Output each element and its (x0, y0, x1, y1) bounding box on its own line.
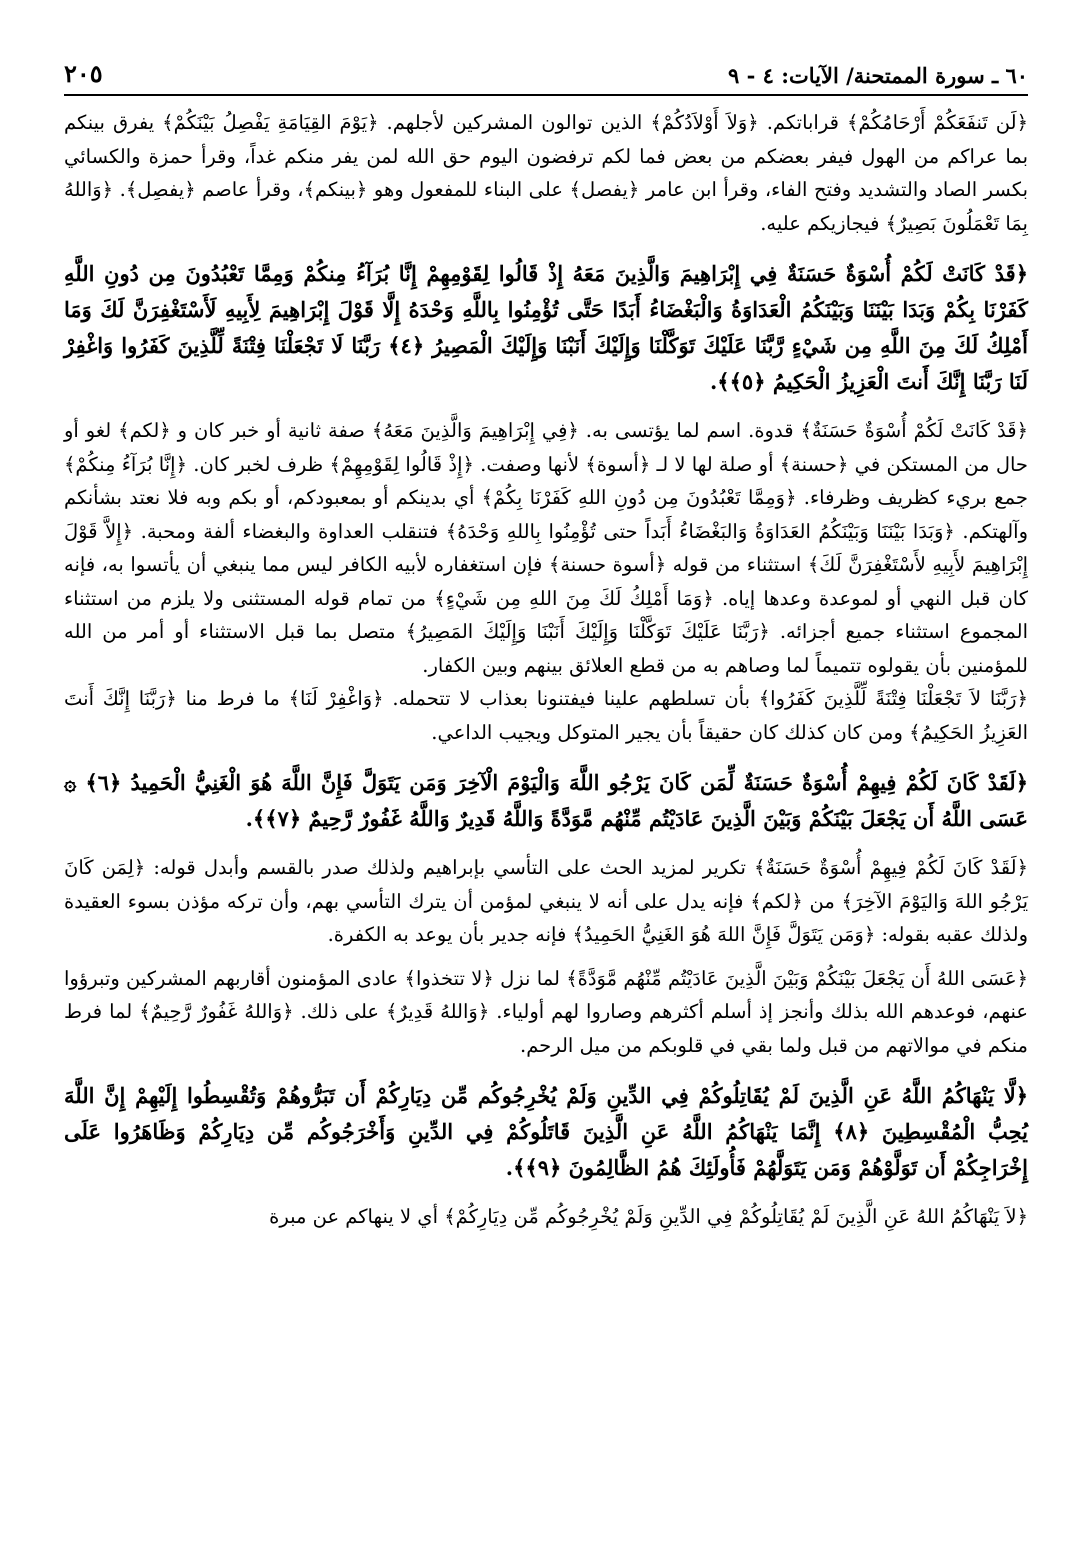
commentary-paragraph: ﴿قَدْ كَانَتْ لَكُمْ أُسْوَةٌ حَسَنَةٌ﴾ قدوة. اسم لما يؤتسى به. ﴿فِي إِبْرَاهِيمَ وَالَّذِينَ مَعَهُ﴾ صفة ثانية أو خبر كان و ﴿لكم﴾ لغو أو حال من المستكن في ﴿حسنة﴾ أو صلة لها لا لـ ﴿أسوة﴾ لأنها وصفت. ﴿إِذْ قَالُوا لِقَوْمِهِمْ﴾ ظرف لخبر كان. ﴿إِنَّا بُرَآءُ مِنكُمْ﴾ جمع بريء كظريف وظرفاء. ﴿وَمِمَّا تَعْبُدُونَ مِن دُونِ اللهِ كَفَرْنَا بِكُمْ﴾ أي بدينكم أو بمعبودكم، أو بكم وبه فلا نعتد بشأنكم وآلهتكم. ﴿وَبَدَا بَيْنَنَا وَبَيْنَكُمُ العَدَاوَةُ وَالبَغْضَاءُ أَبَداً حتى تُؤْمِنُوا بِاللهِ وَحْدَهُ﴾ فتنقلب العداوة والبغضاء ألفة ومحبة. ﴿إِلاَّ قَوْلَ إِبْرَاهِيمَ لأَبِيهِ لأَسْتَغْفِرَنَّ لَكَ﴾ استثناء من قوله ﴿أسوة حسنة﴾ فإن استغفاره لأبيه الكافر ليس مما ينبغي أن يأتسوا به، فإنه كان قبل النهي أو لموعدة وعدها إياه. ﴿وَمَا أَمْلِكُ لَكَ مِنَ اللهِ مِن شَيْءٍ﴾ من تمام قوله المستثنى ولا يلزم من استثناء المجموع استثناء جميع أجزائه. ﴿رَبَّنَا عَلَيْكَ تَوَكَّلْنَا وَإِلَيْكَ أَنَبْنَا وَإِلَيْكَ المَصِيرُ﴾ متصل بما قبل الاستثناء أو أمر من الله للمؤمنين بأن يقولوه تتميماً لما وصاهم به من قطع العلائق بينهم وبين الكفار. (64, 419, 1028, 677)
header-rule (64, 94, 1028, 96)
verse-block: ﴿لَقَدْ كَانَ لَكُمْ فِيهِمْ أُسْوَةٌ حَسَنَةٌ لِّمَن كَانَ يَرْجُو اللَّهَ وَالْيَوْمَ الْآخِرَ وَمَن يَتَوَلَّ فَإِنَّ اللَّهَ هُوَ الْغَنِيُّ الْحَمِيدُ ﴿٦﴾ ۞ عَسَى اللَّهُ أَن يَجْعَلَ بَيْنَكُمْ وَبَيْنَ الَّذِينَ عَادَيْتُم مِّنْهُم مَّوَدَّةً وَاللَّهُ قَدِيرٌ وَاللَّهُ غَفُورٌ رَّحِيمٌ ﴿٧﴾﴾. (64, 770, 1028, 831)
surah-title: ٦٠ ـ سورة الممتحنة/ الآيات: ٤ - ٩ (727, 63, 1028, 88)
commentary-paragraph: ﴿عَسَى اللهُ أَن يَجْعَلَ بَيْنَكُمْ وَبَيْنَ الَّذِينَ عَادَيْتُم مِّنْهُم مَّوَدَّةً﴾ لما نزل ﴿لا تتخذوا﴾ عادى المؤمنون أقاربهم المشركين وتبرؤوا عنهم، فوعدهم الله بذلك وأنجز إذ أسلم أكثرهم وصاروا لهم أولياء. ﴿وَاللهُ قَدِيرٌ﴾ على ذلك. ﴿وَاللهُ غَفُورٌ رَّحِيمٌ﴾ لما فرط منكم في موالاتهم من قبل ولما بقي في قلوبكم من ميل الرحم. (64, 966, 1028, 1057)
verse-block: ﴿قَدْ كَانَتْ لَكُمْ أُسْوَةٌ حَسَنَةٌ فِي إِبْرَاهِيمَ وَالَّذِينَ مَعَهُ إِذْ قَالُوا لِقَوْمِهِمْ إِنَّا بُرَآءُ مِنكُمْ وَمِمَّا تَعْبُدُونَ مِن دُونِ اللَّهِ كَفَرْنَا بِكُمْ وَبَدَا بَيْنَنَا وَبَيْنَكُمُ الْعَدَاوَةُ وَالْبَغْضَاءُ أَبَدًا حَتَّى تُؤْمِنُوا بِاللَّهِ وَحْدَهُ إِلَّا قَوْلَ إِبْرَاهِيمَ لِأَبِيهِ لَأَسْتَغْفِرَنَّ لَكَ وَمَا أَمْلِكُ لَكَ مِنَ اللَّهِ مِن شَيْءٍ رَّبَّنَا عَلَيْكَ تَوَكَّلْنَا وَإِلَيْكَ أَنَبْنَا وَإِلَيْكَ الْمَصِيرُ ﴿٤﴾ رَبَّنَا لَا تَجْعَلْنَا فِتْنَةً لِّلَّذِينَ كَفَرُوا وَاغْفِرْ لَنَا رَبَّنَا إِنَّكَ أَنتَ الْعَزِيزُ الْحَكِيمُ ﴿٥﴾﴾. (64, 261, 1028, 394)
verse-block: ﴿لَّا يَنْهَاكُمُ اللَّهُ عَنِ الَّذِينَ لَمْ يُقَاتِلُوكُمْ فِي الدِّينِ وَلَمْ يُخْرِجُوكُم مِّن دِيَارِكُمْ أَن تَبَرُّوهُمْ وَتُقْسِطُوا إِلَيْهِمْ إِنَّ اللَّهَ يُحِبُّ الْمُقْسِطِينَ ﴿٨﴾ إِنَّمَا يَنْهَاكُمُ اللَّهُ عَنِ الَّذِينَ قَاتَلُوكُمْ فِي الدِّينِ وَأَخْرَجُوكُم مِّن دِيَارِكُمْ وَظَاهَرُوا عَلَى إِخْرَاجِكُمْ أَن تَوَلَّوْهُمْ وَمَن يَتَوَلَّهُمْ فَأُولَئِكَ هُمُ الظَّالِمُونَ ﴿٩﴾﴾. (64, 1083, 1028, 1180)
page-number: ٢٠٥ (64, 59, 103, 88)
commentary-paragraph: ﴿لَن تَنفَعَكُمْ أَرْحَامُكُمْ﴾ قراباتكم. ﴿وَلاَ أَوْلاَدُكُمْ﴾ الذين توالون المشركين لأجلهم. ﴿يَوْمَ القِيَامَةِ يَفْصِلُ بَيْنَكُمْ﴾ يفرق بينكم بما عراكم من الهول فيفر بعضكم من بعض فما لكم ترفضون اليوم حق الله لمن يفر منكم غداً، وقرأ حمزة والكسائي بكسر الصاد والتشديد وفتح الفاء، وقرأ ابن عامر ﴿يفصل﴾ على البناء للمفعول وهو ﴿بينكم﴾، وقرأ عاصم ﴿يفصِل﴾. ﴿وَاللهُ بِمَا تَعْمَلُونَ بَصِيرٌ﴾ فيجازيكم عليه. (64, 111, 1028, 235)
page-header (64, 48, 1028, 88)
commentary-paragraph: ﴿لاَ يَنْهَاكُمُ اللهُ عَنِ الَّذِينَ لَمْ يُقَاتِلُوكُمْ فِي الدِّينِ وَلَمْ يُخْرِجُوكُم مِّن دِيَارِكُمْ﴾ أي لا ينهاكم عن مبرة (269, 1205, 1028, 1228)
commentary-paragraph: ﴿لَقَدْ كَانَ لَكُمْ فِيهِمْ أُسْوَةٌ حَسَنَةٌ﴾ تكرير لمزيد الحث على التأسي بإبراهيم ولذلك صدر بالقسم وأبدل قوله: ﴿لِمَن كَانَ يَرْجُو اللهَ وَاليَوْمَ الآخِرَ﴾ من ﴿لكم﴾ فإنه يدل على أنه لا ينبغي لمؤمن أن يترك التأسي بهم، وأن تركه مؤذن بسوء العقيدة ولذلك عقبه بقوله: ﴿وَمَن يَتَوَلَّ فَإِنَّ اللهَ هُوَ الغَنِيُّ الحَمِيدُ﴾ فإنه جدير بأن يوعد به الكفرة. (64, 856, 1028, 946)
commentary-paragraph: ﴿رَبَّنَا لاَ تَجْعَلْنَا فِتْنَةً لِّلَّذِينَ كَفَرُوا﴾ بأن تسلطهم علينا فيفتنونا بعذاب لا تتحمله. ﴿وَاغْفِرْ لَنَا﴾ ما فرط منا ﴿رَبَّنَا إِنَّكَ أَنتَ العَزِيزُ الحَكِيمُ﴾ ومن كان كذلك كان حقيقاً بأن يجير المتوكل ويجيب الداعي. (64, 687, 1028, 744)
